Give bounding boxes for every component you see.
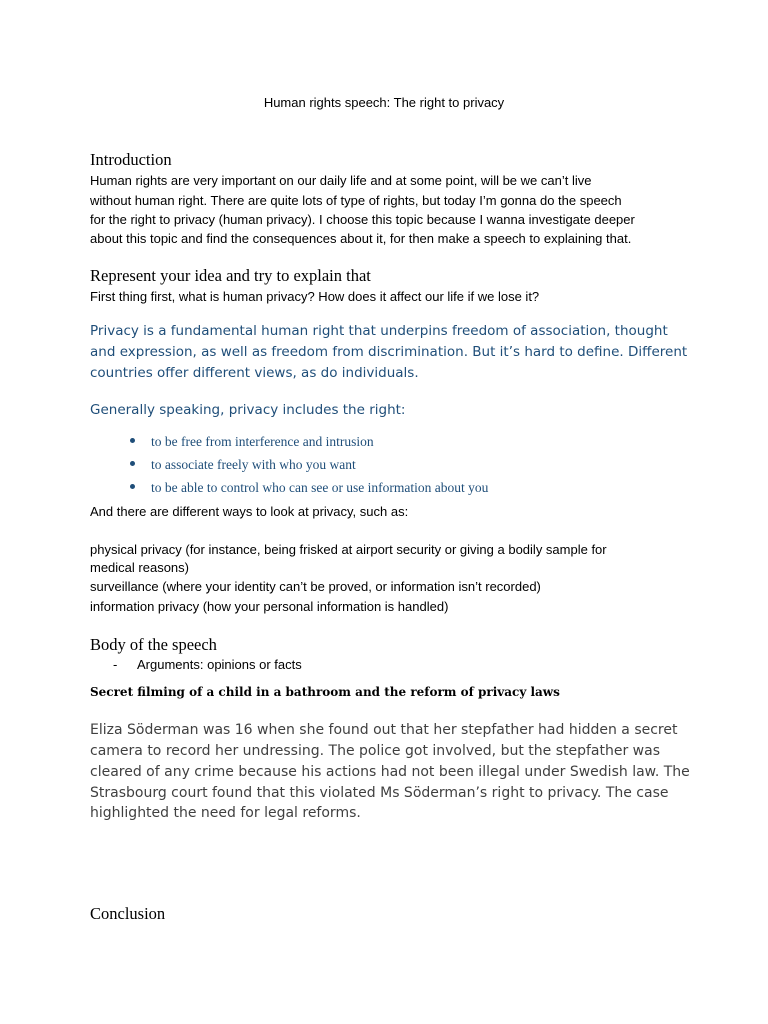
bullet-icon — [130, 484, 135, 489]
arguments-text: Arguments: opinions or facts — [137, 657, 302, 672]
bullet-icon — [130, 438, 135, 443]
privacy-type-line: surveillance (where your identity can’t be proved, or information isn’t recorded) — [90, 579, 541, 594]
story-line: Strasbourg court found that this violated Ms Söderman’s right to privacy. The case — [90, 785, 669, 801]
idea-heading: Represent your idea and try to explain that — [90, 266, 371, 285]
list-item — [130, 480, 488, 496]
case-title: Secret filming of a child in a bathroom and the reform of privacy laws — [90, 685, 560, 699]
story-line: camera to record her undressing. The police got involved, but the stepfather was — [90, 743, 660, 759]
privacy-type-line: medical reasons) — [90, 560, 189, 575]
introduction-line: without human right. There are quite lots of type of rights, but today I’m gonna do the speech — [90, 193, 622, 208]
privacy-type-line: physical privacy (for instance, being frisked at airport security or giving a bodily sample for — [90, 542, 607, 557]
body-heading: Body of the speech — [90, 635, 217, 654]
ways-intro-text: And there are different ways to look at privacy, such as: — [90, 504, 409, 519]
story-line: highlighted the need for legal reforms. — [90, 805, 361, 821]
introduction-line: Human rights are very important on our daily life and at some point, will be we can’t live — [90, 173, 592, 188]
quote-line: Privacy is a fundamental human right that underpins freedom of association, thought — [90, 323, 668, 339]
privacy-type-line: information privacy (how your personal information is handled) — [90, 599, 449, 614]
introduction-heading: Introduction — [90, 150, 172, 169]
conclusion-heading: Conclusion — [90, 904, 166, 923]
generally-speaking-text: Generally speaking, privacy includes the right: — [90, 402, 406, 418]
bullet-text: to associate freely with who you want — [151, 457, 356, 472]
bullet-text: to be free from interference and intrusion — [151, 434, 374, 449]
list-item — [113, 657, 302, 672]
dash-marker: - — [113, 657, 118, 672]
list-item — [130, 434, 374, 450]
idea-question: First thing first, what is human privacy? How does it affect our life if we lose it? — [90, 289, 540, 304]
bullet-text: to be able to control who can see or use information about you — [151, 480, 489, 495]
story-line: Eliza Söderman was 16 when she found out that her stepfather had hidden a secret — [90, 722, 678, 738]
story-line: cleared of any crime because his actions had not been illegal under Swedish law. The — [90, 764, 690, 780]
introduction-line: about this topic and find the consequences about it, for then make a speech to explaining that. — [90, 231, 632, 246]
document-title: Human rights speech: The right to privacy — [263, 95, 505, 110]
quote-line: countries offer different views, as do individuals. — [90, 365, 419, 381]
quote-line: and expression, as well as freedom from discrimination. But it’s hard to define. Different — [90, 344, 688, 360]
list-item — [130, 457, 356, 473]
introduction-line: for the right to privacy (human privacy). I choose this topic because I wanna investigate deeper — [90, 212, 635, 227]
bullet-icon — [130, 461, 135, 466]
